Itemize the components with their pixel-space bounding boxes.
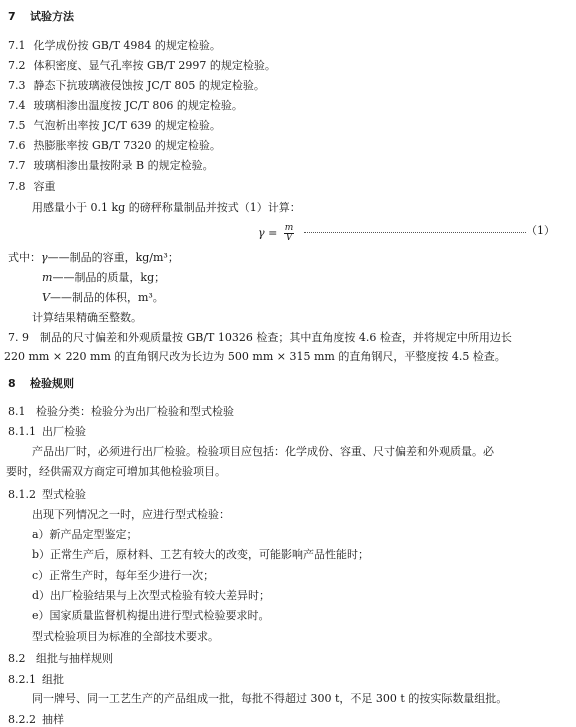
section-7-heading: 7 试验方法 [8,10,74,23]
clause-8-1-2-end: 型式检验项目为标准的全部技术要求。 [32,630,219,643]
list-item-c: c）正常生产时，每年至少进行一次； [32,569,215,582]
formula-equals: = [264,226,281,240]
clause-8-1-1-para-line1: 产品出厂时，必须进行出厂检验。检验项目应包括：化学成份、容重、尺寸偏差和外观质量。必 [32,445,494,458]
formula-lhs: γ [258,226,265,240]
list-item-a: a）新产品定型鉴定； [32,528,138,541]
clause-8-1-1-para-line2: 要时，经供需双方商定可增加其他检验项目。 [6,465,226,478]
clause-7-1: 7.1 化学成份按 GB/T 4984 的规定检验。 [8,39,221,52]
weighing-instruction: 用感量小于 0.1 kg 的磅秤称量制品并按式（1）计算： [32,201,301,214]
formula-numerator: m [284,223,294,233]
list-item-d: d）出厂检验结果与上次型式检验有较大差异时； [32,589,271,602]
clause-7-6: 7.6 热膨胀率按 GB/T 7320 的规定检验。 [8,139,221,152]
clause-8-1: 8.1 检验分类：检验分为出厂检验和型式检验 [8,405,234,418]
leader-dots [304,232,526,233]
clause-7-9-line2: 220 mm × 220 mm 的直角钢尺改为长边为 500 mm × 315 mm 的直角钢尺，平整度按 4.5 检查。 [4,350,506,363]
list-item-b: b）正常生产后，原材料、工艺有较大的改变，可能影响产品性能时； [32,548,370,561]
clause-8-1-2: 8.1.2 型式检验 [8,488,86,501]
formula-1 [0,216,576,244]
clause-7-9-line1: 7. 9 制品的尺寸偏差和外观质量按 GB/T 10326 检查；其中直角度按 4.6 检查，并将规定中所用边长 [8,331,512,344]
where-definition-m: m——制品的质量，kg； [42,271,166,284]
precision-note: 计算结果精确至整数。 [32,311,142,324]
clause-7-2: 7.2 体积密度、显气孔率按 GB/T 2997 的规定检验。 [8,59,276,72]
clause-7-4: 7.4 玻璃相渗出温度按 JC/T 806 的规定检验。 [8,99,243,112]
formula-denominator: V [285,233,293,243]
clause-7-3: 7.3 静态下抗玻璃液侵蚀按 JC/T 805 的规定检验。 [8,79,265,92]
clause-8-2-1-para: 同一牌号、同一工艺生产的产品组成一批，每批不得超过 300 t，不足 300 t 的按实际数量组批。 [32,692,508,705]
formula-fraction [284,224,295,243]
clause-8-1-1: 8.1.1 出厂检验 [8,425,86,438]
where-definition-v: V——制品的体积，m³。 [42,291,164,304]
equation-number: （1） [526,224,555,237]
clause-8-2-1: 8.2.1 组批 [8,673,64,686]
list-item-e: e）国家质量监督机构提出进行型式检验要求时。 [32,609,270,622]
clause-7-5: 7.5 气泡析出率按 JC/T 639 的规定检验。 [8,119,221,132]
clause-7-8: 7.8 容重 [8,180,56,193]
where-definition-gamma: 式中：γ——制品的容重，kg/m³； [8,251,179,264]
clause-8-1-2-intro: 出现下列情况之一时，应进行型式检验： [32,508,230,521]
clause-7-7: 7.7 玻璃相渗出量按附录 B 的规定检验。 [8,159,214,172]
clause-8-2-2: 8.2.2 抽样 [8,713,64,726]
section-8-heading: 8 检验规则 [8,377,74,390]
clause-8-2: 8.2 组批与抽样规则 [8,652,113,665]
